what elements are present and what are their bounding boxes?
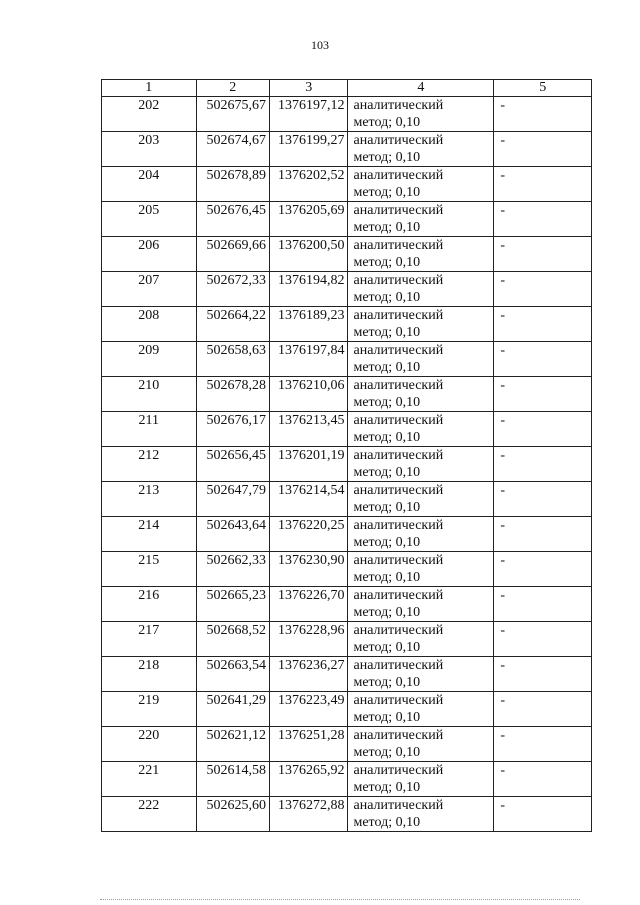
- table-row: [102, 692, 592, 727]
- method-cell: [348, 692, 494, 727]
- method-accuracy: метод; 0,10: [353, 185, 421, 200]
- x-coordinate-cell: 502658,63: [196, 342, 269, 377]
- method-cell: [348, 167, 494, 202]
- point-number-cell: 222: [102, 797, 197, 832]
- method-name: аналитический: [353, 553, 444, 568]
- method-accuracy: метод; 0,10: [353, 465, 421, 480]
- table-row: [102, 307, 592, 342]
- method-cell: [348, 797, 494, 832]
- table-row: [102, 727, 592, 762]
- method-accuracy: метод; 0,10: [353, 150, 421, 165]
- note-cell: -: [494, 482, 592, 517]
- method-name: аналитический: [353, 588, 444, 603]
- x-coordinate-cell: 502647,79: [196, 482, 269, 517]
- point-number-cell: 203: [102, 132, 197, 167]
- method-name: аналитический: [353, 728, 444, 743]
- header-col-5: 5: [494, 80, 592, 97]
- y-coordinate-cell: 1376202,52: [270, 167, 348, 202]
- x-coordinate-cell: 502678,28: [196, 377, 269, 412]
- method-name: аналитический: [353, 343, 444, 358]
- note-cell: -: [494, 97, 592, 132]
- x-coordinate-cell: 502656,45: [196, 447, 269, 482]
- header-col-4: 4: [348, 80, 494, 97]
- x-coordinate-cell: 502643,64: [196, 517, 269, 552]
- method-cell: [348, 272, 494, 307]
- y-coordinate-cell: 1376189,23: [270, 307, 348, 342]
- point-number-cell: 216: [102, 587, 197, 622]
- method-cell: [348, 412, 494, 447]
- method-accuracy: метод; 0,10: [353, 430, 421, 445]
- method-accuracy: метод; 0,10: [353, 780, 421, 795]
- method-name: аналитический: [353, 203, 444, 218]
- x-coordinate-cell: 502664,22: [196, 307, 269, 342]
- table-row: [102, 237, 592, 272]
- method-cell: [348, 237, 494, 272]
- y-coordinate-cell: 1376200,50: [270, 237, 348, 272]
- method-accuracy: метод; 0,10: [353, 710, 421, 725]
- table-row: [102, 272, 592, 307]
- method-name: аналитический: [353, 308, 444, 323]
- note-cell: -: [494, 237, 592, 272]
- y-coordinate-cell: 1376251,28: [270, 727, 348, 762]
- method-cell: [348, 132, 494, 167]
- header-row: [102, 80, 592, 97]
- x-coordinate-cell: 502675,67: [196, 97, 269, 132]
- x-coordinate-cell: 502621,12: [196, 727, 269, 762]
- table-row: [102, 552, 592, 587]
- method-name: аналитический: [353, 168, 444, 183]
- method-accuracy: метод; 0,10: [353, 605, 421, 620]
- method-name: аналитический: [353, 763, 444, 778]
- note-cell: -: [494, 167, 592, 202]
- note-cell: -: [494, 202, 592, 237]
- method-name: аналитический: [353, 378, 444, 393]
- note-cell: -: [494, 517, 592, 552]
- y-coordinate-cell: 1376236,27: [270, 657, 348, 692]
- table-row: [102, 657, 592, 692]
- method-accuracy: метод; 0,10: [353, 255, 421, 270]
- note-cell: -: [494, 727, 592, 762]
- method-accuracy: метод; 0,10: [353, 640, 421, 655]
- method-cell: [348, 587, 494, 622]
- method-cell: [348, 307, 494, 342]
- note-cell: -: [494, 377, 592, 412]
- x-coordinate-cell: 502674,67: [196, 132, 269, 167]
- note-cell: -: [494, 307, 592, 342]
- note-cell: -: [494, 762, 592, 797]
- point-number-cell: 220: [102, 727, 197, 762]
- method-cell: [348, 377, 494, 412]
- point-number-cell: 206: [102, 237, 197, 272]
- header-col-3: 3: [270, 80, 348, 97]
- method-accuracy: метод; 0,10: [353, 220, 421, 235]
- table-row: [102, 342, 592, 377]
- table-header: [102, 80, 592, 97]
- note-cell: -: [494, 797, 592, 832]
- method-cell: [348, 552, 494, 587]
- method-name: аналитический: [353, 98, 444, 113]
- table-row: [102, 167, 592, 202]
- method-accuracy: метод; 0,10: [353, 745, 421, 760]
- method-accuracy: метод; 0,10: [353, 500, 421, 515]
- y-coordinate-cell: 1376223,49: [270, 692, 348, 727]
- point-number-cell: 210: [102, 377, 197, 412]
- point-number-cell: 212: [102, 447, 197, 482]
- x-coordinate-cell: 502668,52: [196, 622, 269, 657]
- table-body: [102, 97, 592, 832]
- table-row: [102, 412, 592, 447]
- table-row: [102, 132, 592, 167]
- method-accuracy: метод; 0,10: [353, 815, 421, 830]
- point-number-cell: 204: [102, 167, 197, 202]
- method-name: аналитический: [353, 413, 444, 428]
- method-name: аналитический: [353, 658, 444, 673]
- point-number-cell: 209: [102, 342, 197, 377]
- method-cell: [348, 202, 494, 237]
- note-cell: -: [494, 272, 592, 307]
- table-row: [102, 797, 592, 832]
- method-cell: [348, 342, 494, 377]
- note-cell: -: [494, 412, 592, 447]
- point-number-cell: 213: [102, 482, 197, 517]
- method-name: аналитический: [353, 448, 444, 463]
- method-cell: [348, 517, 494, 552]
- table-row: [102, 202, 592, 237]
- y-coordinate-cell: 1376226,70: [270, 587, 348, 622]
- method-cell: [348, 762, 494, 797]
- method-accuracy: метод; 0,10: [353, 360, 421, 375]
- method-name: аналитический: [353, 238, 444, 253]
- method-name: аналитический: [353, 518, 444, 533]
- table-row: [102, 587, 592, 622]
- method-cell: [348, 727, 494, 762]
- point-number-cell: 217: [102, 622, 197, 657]
- x-coordinate-cell: 502625,60: [196, 797, 269, 832]
- note-cell: -: [494, 552, 592, 587]
- x-coordinate-cell: 502662,33: [196, 552, 269, 587]
- method-name: аналитический: [353, 483, 444, 498]
- note-cell: -: [494, 657, 592, 692]
- y-coordinate-cell: 1376220,25: [270, 517, 348, 552]
- y-coordinate-cell: 1376272,88: [270, 797, 348, 832]
- x-coordinate-cell: 502672,33: [196, 272, 269, 307]
- point-number-cell: 211: [102, 412, 197, 447]
- table-row: [102, 377, 592, 412]
- x-coordinate-cell: 502665,23: [196, 587, 269, 622]
- y-coordinate-cell: 1376194,82: [270, 272, 348, 307]
- method-accuracy: метод; 0,10: [353, 675, 421, 690]
- method-name: аналитический: [353, 133, 444, 148]
- y-coordinate-cell: 1376214,54: [270, 482, 348, 517]
- note-cell: -: [494, 342, 592, 377]
- coordinates-table: [101, 79, 592, 832]
- point-number-cell: 214: [102, 517, 197, 552]
- table-row: [102, 447, 592, 482]
- method-name: аналитический: [353, 798, 444, 813]
- point-number-cell: 207: [102, 272, 197, 307]
- x-coordinate-cell: 502678,89: [196, 167, 269, 202]
- header-col-2: 2: [196, 80, 269, 97]
- point-number-cell: 221: [102, 762, 197, 797]
- page-number: 103: [311, 38, 329, 52]
- method-accuracy: метод; 0,10: [353, 570, 421, 585]
- method-accuracy: метод; 0,10: [353, 115, 421, 130]
- header-col-1: 1: [102, 80, 197, 97]
- x-coordinate-cell: 502663,54: [196, 657, 269, 692]
- y-coordinate-cell: 1376201,19: [270, 447, 348, 482]
- y-coordinate-cell: 1376213,45: [270, 412, 348, 447]
- note-cell: -: [494, 132, 592, 167]
- point-number-cell: 208: [102, 307, 197, 342]
- y-coordinate-cell: 1376230,90: [270, 552, 348, 587]
- y-coordinate-cell: 1376205,69: [270, 202, 348, 237]
- point-number-cell: 219: [102, 692, 197, 727]
- footer-divider: [100, 899, 580, 902]
- y-coordinate-cell: 1376199,27: [270, 132, 348, 167]
- note-cell: -: [494, 692, 592, 727]
- x-coordinate-cell: 502614,58: [196, 762, 269, 797]
- method-cell: [348, 657, 494, 692]
- method-cell: [348, 97, 494, 132]
- point-number-cell: 218: [102, 657, 197, 692]
- note-cell: -: [494, 447, 592, 482]
- y-coordinate-cell: 1376197,84: [270, 342, 348, 377]
- method-accuracy: метод; 0,10: [353, 395, 421, 410]
- y-coordinate-cell: 1376228,96: [270, 622, 348, 657]
- note-cell: -: [494, 622, 592, 657]
- point-number-cell: 205: [102, 202, 197, 237]
- x-coordinate-cell: 502669,66: [196, 237, 269, 272]
- method-accuracy: метод; 0,10: [353, 325, 421, 340]
- table-row: [102, 762, 592, 797]
- point-number-cell: 215: [102, 552, 197, 587]
- x-coordinate-cell: 502641,29: [196, 692, 269, 727]
- method-cell: [348, 622, 494, 657]
- method-accuracy: метод; 0,10: [353, 535, 421, 550]
- method-name: аналитический: [353, 273, 444, 288]
- y-coordinate-cell: 1376197,12: [270, 97, 348, 132]
- table-row: [102, 482, 592, 517]
- method-cell: [348, 447, 494, 482]
- method-name: аналитический: [353, 623, 444, 638]
- note-cell: -: [494, 587, 592, 622]
- table-row: [102, 517, 592, 552]
- point-number-cell: 202: [102, 97, 197, 132]
- method-accuracy: метод; 0,10: [353, 290, 421, 305]
- x-coordinate-cell: 502676,17: [196, 412, 269, 447]
- y-coordinate-cell: 1376265,92: [270, 762, 348, 797]
- method-name: аналитический: [353, 693, 444, 708]
- method-cell: [348, 482, 494, 517]
- x-coordinate-cell: 502676,45: [196, 202, 269, 237]
- table-row: [102, 622, 592, 657]
- table-row: [102, 97, 592, 132]
- y-coordinate-cell: 1376210,06: [270, 377, 348, 412]
